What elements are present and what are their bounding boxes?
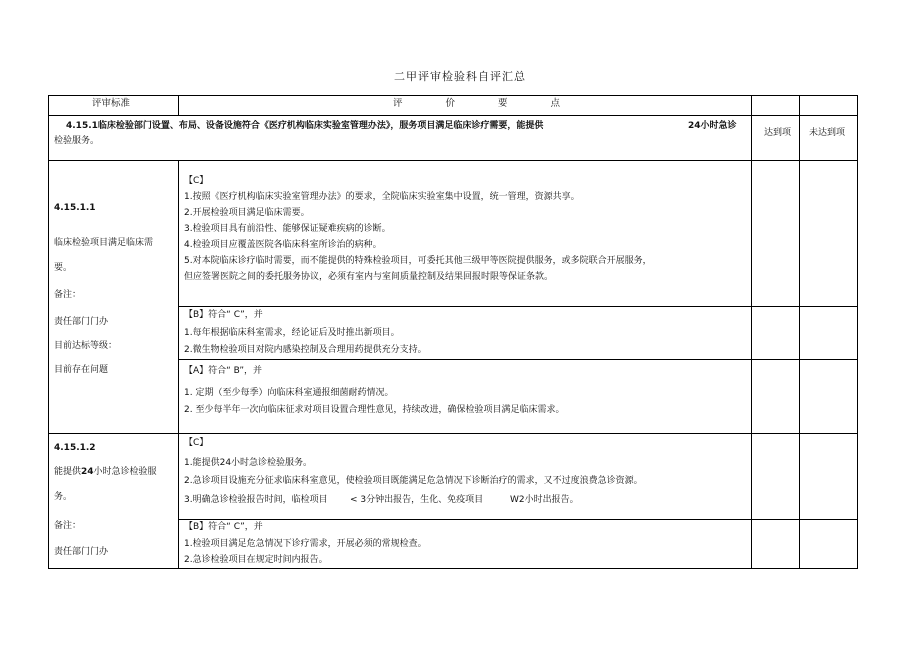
item2-c3-c: W2小时出报告。 bbox=[510, 495, 579, 505]
table-border-bottom bbox=[48, 568, 858, 569]
item1-name-line2: 要。 bbox=[54, 263, 73, 273]
item1-dept: 责任部门门办 bbox=[54, 317, 109, 327]
item2-name-line2: 务。 bbox=[54, 492, 73, 502]
item1-a-item: 1. 定期（至少每季）向临床科室通报细菌耐药情况。 bbox=[184, 388, 394, 398]
column-divider-achieved bbox=[799, 95, 800, 569]
table-border-right bbox=[857, 95, 858, 569]
item1-b-title: 【B】符合“ C”，并 bbox=[184, 310, 263, 320]
item2-name bbox=[54, 466, 157, 478]
item1-c-item: 1.按照《医疗机构临床实验室管理办法》的要求，全院临床实验室集中设置，统一管理，资源共享。 bbox=[184, 192, 580, 202]
item2-name-a: 能提供 bbox=[54, 467, 82, 477]
item2-c-title: 【C】 bbox=[184, 438, 209, 448]
item1-a-title: 【A】符合“ B”，并 bbox=[184, 366, 263, 376]
item2-note: 备注： bbox=[54, 521, 82, 531]
row-divider-item2 bbox=[48, 433, 858, 434]
item2-c3-b: < 3分钟出报告，生化、免疫项目 bbox=[350, 495, 484, 505]
header-not-achieved: 未达到项 bbox=[809, 128, 846, 138]
header-points: 评 价 要 点 bbox=[393, 98, 581, 109]
item1-c-title: 【C】 bbox=[184, 176, 209, 186]
table-border-left bbox=[48, 95, 49, 569]
item2-c-item: 1.能提供24小时急诊检验服务。 bbox=[184, 458, 313, 468]
item2-name-c: 小时急诊检验服 bbox=[93, 467, 157, 477]
item1-c-item: 5.对本院临床诊疗临时需要，而不能提供的特殊检验项目，可委托其他三级甲等医院提供服务，或多院联合开展服务， bbox=[184, 256, 652, 266]
column-divider-points bbox=[751, 95, 752, 569]
document-title: 二甲评审检验科自评汇总 bbox=[394, 70, 526, 83]
item1-b-item: 2.微生物检验项目对院内感染控制及合理用药提供充分支持。 bbox=[184, 345, 427, 355]
item1-c-item: 3.检验项目具有前沿性、能够保证疑难疾病的诊断。 bbox=[184, 224, 391, 234]
row-divider-b-a bbox=[178, 359, 858, 360]
item2-code: 4.15.1.2 bbox=[54, 443, 96, 453]
row-divider-c-b bbox=[178, 306, 858, 307]
item2-b-title: 【B】符合“ C”，并 bbox=[184, 522, 263, 532]
item1-b-item: 1.每年根据临床科室需求，经论证后及时推出新项目。 bbox=[184, 328, 400, 338]
item1-c-item: 但应签署医院之间的委托服务协议，必须有室内与室间质量控制及结果回报时限等保证条款。 bbox=[184, 272, 554, 282]
item2-dept: 责任部门门办 bbox=[54, 547, 109, 557]
item2-c3-a: 3.明确急诊检验报告时间，临检项目 bbox=[184, 495, 328, 505]
item1-code: 4.15.1.1 bbox=[54, 203, 96, 213]
item1-level: 目前达标等级： bbox=[54, 341, 118, 351]
item1-c-item: 2.开展检验项目满足临床需要。 bbox=[184, 208, 310, 218]
item2-b-item: 1.检验项目满足危急情况下诊疗需求，开展必须的常规检查。 bbox=[184, 539, 427, 549]
item1-name: 临床检验项目满足临床需 bbox=[54, 238, 154, 248]
section-text-24h: 24小时急诊 bbox=[688, 121, 737, 131]
item2-c-item: 2.急诊项目设施充分征求临床科室意见，使检验项目既能满足危急情况下诊断治疗的需求，又不过度浪费急诊资源。 bbox=[184, 476, 643, 486]
item2-name-b: 24 bbox=[81, 467, 94, 477]
column-divider-standard bbox=[178, 160, 179, 569]
row-divider-section bbox=[48, 160, 858, 161]
section-text: 4.15.1临床检验部门设置、布局、设备设施符合《医疗机构临床实验室管理办法》，服务项目满足临床诊疗需要，能提供 bbox=[66, 121, 544, 131]
row-divider-header bbox=[48, 115, 858, 116]
header-standard: 评审标准 bbox=[92, 98, 131, 109]
header-achieved: 达到项 bbox=[764, 128, 792, 138]
item1-issues: 目前存在问题 bbox=[54, 365, 109, 375]
item1-a-item: 2. 至少每半年一次向临床征求对项目设置合理性意见，持续改进，确保检验项目满足临床需求。 bbox=[184, 405, 565, 415]
evaluation-table bbox=[48, 95, 858, 569]
table-border-top bbox=[48, 95, 858, 96]
item1-c-item: 4.检验项目应覆盖医院各临床科室所诊治的病种。 bbox=[184, 240, 382, 250]
item2-b-item: 2.急诊检验项目在规定时间内报告。 bbox=[184, 555, 328, 565]
item1-note: 备注： bbox=[54, 290, 82, 300]
column-divider-standard bbox=[178, 95, 179, 115]
row-divider-c-b-2 bbox=[178, 519, 858, 520]
section-text-line2: 检验服务。 bbox=[54, 136, 100, 146]
